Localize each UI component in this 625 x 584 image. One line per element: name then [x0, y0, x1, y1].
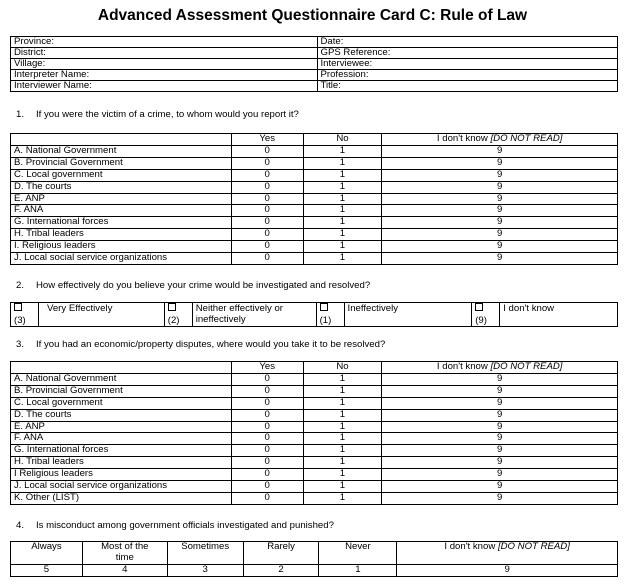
row-label: K. Other (LIST): [11, 492, 232, 504]
info-field-right[interactable]: Profession:: [317, 70, 618, 81]
yes-code[interactable]: 0: [231, 445, 303, 457]
info-field-left[interactable]: Province:: [11, 37, 318, 48]
header-no: No: [303, 134, 382, 146]
yes-code[interactable]: 0: [231, 145, 303, 157]
table-row: [11, 229, 618, 241]
q2-options-table: [10, 302, 618, 327]
dont-know-code[interactable]: 9: [382, 169, 618, 181]
yes-code[interactable]: 0: [231, 481, 303, 493]
row-label: E. ANP: [11, 193, 232, 205]
yes-code[interactable]: 0: [231, 181, 303, 193]
value-most-of-the-time[interactable]: 4: [82, 564, 167, 576]
no-code[interactable]: 1: [303, 445, 382, 457]
dont-know-code[interactable]: 9: [382, 193, 618, 205]
info-field-right[interactable]: Title:: [317, 81, 618, 92]
value-never[interactable]: 1: [319, 564, 397, 576]
option-code: (2): [167, 315, 180, 326]
question-number: 1.: [16, 109, 25, 120]
yes-code[interactable]: 0: [231, 457, 303, 469]
no-code[interactable]: 1: [303, 229, 382, 241]
info-row: [11, 59, 618, 70]
table-row: [11, 157, 618, 169]
no-code[interactable]: 1: [303, 253, 382, 265]
yes-code[interactable]: 0: [231, 397, 303, 409]
row-label: C. Local government: [11, 169, 232, 181]
no-code[interactable]: 1: [303, 433, 382, 445]
row-label: H. Tribal leaders: [11, 229, 232, 241]
row-label: A. National Government: [11, 145, 232, 157]
no-code[interactable]: 1: [303, 217, 382, 229]
table-row: [11, 373, 618, 385]
table-row: [11, 169, 618, 181]
question-1: [16, 109, 299, 120]
table-row: [11, 445, 618, 457]
row-label: G. International forces: [11, 217, 232, 229]
table-row: [11, 181, 618, 193]
table-row: [11, 385, 618, 397]
dont-know-code[interactable]: 9: [382, 492, 618, 504]
question-number: 3.: [16, 339, 25, 350]
option-neither-checkbox[interactable]: [164, 303, 192, 327]
info-field-right[interactable]: Interviewee:: [317, 59, 618, 70]
option-very-effectively-label: Very Effectively: [38, 303, 164, 327]
table-row: [11, 481, 618, 493]
table-row: [11, 469, 618, 481]
q1-response-table: [10, 133, 618, 265]
no-code[interactable]: 1: [303, 421, 382, 433]
info-row: [11, 48, 618, 59]
dont-know-code[interactable]: 9: [382, 409, 618, 421]
question-number: 2.: [16, 280, 25, 291]
header-most-of-the-time: Most of the time: [82, 542, 167, 565]
value-dont-know[interactable]: 9: [397, 564, 618, 576]
row-label: B. Provincial Government: [11, 385, 232, 397]
row-label: E. ANP: [11, 421, 232, 433]
info-field-left[interactable]: District:: [11, 48, 318, 59]
question-4: [16, 520, 334, 531]
header-never: Never: [319, 542, 397, 565]
dont-know-code[interactable]: 9: [382, 373, 618, 385]
no-code[interactable]: 1: [303, 205, 382, 217]
option-dont-know-label: I don't know: [500, 303, 618, 327]
row-label: D. The courts: [11, 409, 232, 421]
yes-code[interactable]: 0: [231, 169, 303, 181]
no-code[interactable]: 1: [303, 157, 382, 169]
dont-know-label: I don't know: [436, 361, 488, 372]
yes-code[interactable]: 0: [231, 241, 303, 253]
value-rarely[interactable]: 2: [243, 564, 319, 576]
yes-code[interactable]: 0: [231, 433, 303, 445]
row-label: H. Tribal leaders: [11, 457, 232, 469]
table-row: [11, 457, 618, 469]
checkbox-icon: [14, 303, 22, 311]
info-field-left[interactable]: Interpreter Name:: [11, 70, 318, 81]
dont-know-code[interactable]: 9: [382, 481, 618, 493]
table-header-row: [11, 134, 618, 146]
header-dont-know: [382, 362, 618, 374]
no-code[interactable]: 1: [303, 469, 382, 481]
do-not-read-note: [DO NOT READ]: [490, 133, 563, 144]
header-no: No: [303, 362, 382, 374]
dont-know-code[interactable]: 9: [382, 253, 618, 265]
info-field-left[interactable]: Village:: [11, 59, 318, 70]
question-text: How effectively do you believe your crime would be investigated and resolved?: [36, 280, 371, 291]
table-row: [11, 241, 618, 253]
option-ineffectively-label: Ineffectively: [344, 303, 472, 327]
header-yes: Yes: [231, 362, 303, 374]
q4-response-table: [10, 541, 618, 577]
row-label: F. ANA: [11, 205, 232, 217]
info-field-left[interactable]: Interviewer Name:: [11, 81, 318, 92]
info-row: [11, 70, 618, 81]
info-field-right[interactable]: Date:: [317, 37, 618, 48]
dont-know-code[interactable]: 9: [382, 229, 618, 241]
header-dont-know: [382, 134, 618, 146]
table-row: [11, 421, 618, 433]
no-code[interactable]: 1: [303, 193, 382, 205]
header-blank: [11, 134, 232, 146]
q3-response-table: [10, 361, 618, 505]
question-text: Is misconduct among government officials investigated and punished?: [36, 520, 334, 531]
dont-know-code[interactable]: 9: [382, 157, 618, 169]
no-code[interactable]: 1: [303, 373, 382, 385]
row-label: D. The courts: [11, 181, 232, 193]
yes-code[interactable]: 0: [231, 205, 303, 217]
row-label: G. International forces: [11, 445, 232, 457]
no-code[interactable]: 1: [303, 181, 382, 193]
no-code[interactable]: 1: [303, 492, 382, 504]
dont-know-code[interactable]: 9: [382, 445, 618, 457]
dont-know-label: I don't know: [436, 133, 488, 144]
respondent-info-table: [10, 36, 618, 92]
row-label: I. Religious leaders: [11, 241, 232, 253]
yes-code[interactable]: 0: [231, 492, 303, 504]
no-code[interactable]: 1: [303, 241, 382, 253]
row-label: I Religious leaders: [11, 469, 232, 481]
table-header-row: [11, 542, 618, 565]
table-row: [11, 397, 618, 409]
row-label: J. Local social service organizations: [11, 253, 232, 265]
yes-code[interactable]: 0: [231, 373, 303, 385]
header-always: Always: [11, 542, 83, 565]
dont-know-code[interactable]: 9: [382, 217, 618, 229]
no-code[interactable]: 1: [303, 457, 382, 469]
values-row: [11, 564, 618, 576]
dont-know-code[interactable]: 9: [382, 241, 618, 253]
yes-code[interactable]: 0: [231, 421, 303, 433]
checkbox-icon: [168, 303, 176, 311]
table-row: [11, 433, 618, 445]
header-sometimes: Sometimes: [167, 542, 243, 565]
header-dont-know: I don't know [DO NOT READ]: [397, 542, 618, 565]
yes-code[interactable]: 0: [231, 229, 303, 241]
row-label: F. ANA: [11, 433, 232, 445]
yes-code[interactable]: 0: [231, 385, 303, 397]
dont-know-code[interactable]: 9: [382, 469, 618, 481]
table-row: [11, 492, 618, 504]
question-2: [16, 280, 370, 291]
question-3: [16, 339, 385, 350]
yes-code[interactable]: 0: [231, 157, 303, 169]
option-code: (1): [319, 315, 332, 326]
header-blank: [11, 362, 232, 374]
option-ineffectively-checkbox[interactable]: [316, 303, 344, 327]
table-row: [11, 253, 618, 265]
option-code: (9): [475, 315, 487, 326]
question-text: If you were the victim of a crime, to whom would you report it?: [36, 109, 299, 120]
do-not-read-note: [DO NOT READ]: [490, 361, 563, 372]
no-code[interactable]: 1: [303, 409, 382, 421]
dont-know-code[interactable]: 9: [382, 385, 618, 397]
row-label: A. National Government: [11, 373, 232, 385]
info-row: [11, 81, 618, 92]
page-title: Advanced Assessment Questionnaire Card C: Rule of Law: [97, 7, 528, 24]
no-code[interactable]: 1: [303, 385, 382, 397]
no-code[interactable]: 1: [303, 397, 382, 409]
info-row: [11, 37, 618, 48]
dont-know-code[interactable]: 9: [382, 181, 618, 193]
checkbox-icon: [320, 303, 328, 311]
no-code[interactable]: 1: [303, 481, 382, 493]
table-header-row: [11, 362, 618, 374]
dont-know-code[interactable]: 9: [382, 421, 618, 433]
yes-code[interactable]: 0: [231, 409, 303, 421]
table-row: [11, 205, 618, 217]
header-rarely: Rarely: [243, 542, 319, 565]
option-neither-label: Neither effectively or ineffectively: [192, 303, 316, 327]
checkbox-icon: [475, 303, 483, 311]
info-field-right[interactable]: GPS Reference:: [317, 48, 618, 59]
option-dont-know-checkbox[interactable]: [472, 303, 500, 327]
yes-code[interactable]: 0: [231, 193, 303, 205]
option-very-effectively-checkbox[interactable]: [11, 303, 39, 327]
option-code: (3): [14, 315, 26, 326]
table-row: [11, 409, 618, 421]
dont-know-code[interactable]: 9: [382, 397, 618, 409]
dont-know-code[interactable]: 9: [382, 457, 618, 469]
yes-code[interactable]: 0: [231, 253, 303, 265]
row-label: B. Provincial Government: [11, 157, 232, 169]
table-row: [11, 145, 618, 157]
value-always[interactable]: 5: [11, 564, 83, 576]
question-number: 4.: [16, 520, 25, 531]
value-sometimes[interactable]: 3: [167, 564, 243, 576]
yes-code[interactable]: 0: [231, 217, 303, 229]
yes-code[interactable]: 0: [231, 469, 303, 481]
dont-know-code[interactable]: 9: [382, 433, 618, 445]
table-row: [11, 193, 618, 205]
dont-know-code[interactable]: 9: [382, 205, 618, 217]
row-label: C. Local government: [11, 397, 232, 409]
dont-know-code[interactable]: 9: [382, 145, 618, 157]
no-code[interactable]: 1: [303, 145, 382, 157]
row-label: J. Local social service organizations: [11, 481, 232, 493]
table-row: [11, 217, 618, 229]
header-yes: Yes: [231, 134, 303, 146]
no-code[interactable]: 1: [303, 169, 382, 181]
question-text: If you had an economic/property disputes, where would you take it to be resolved?: [36, 339, 386, 350]
